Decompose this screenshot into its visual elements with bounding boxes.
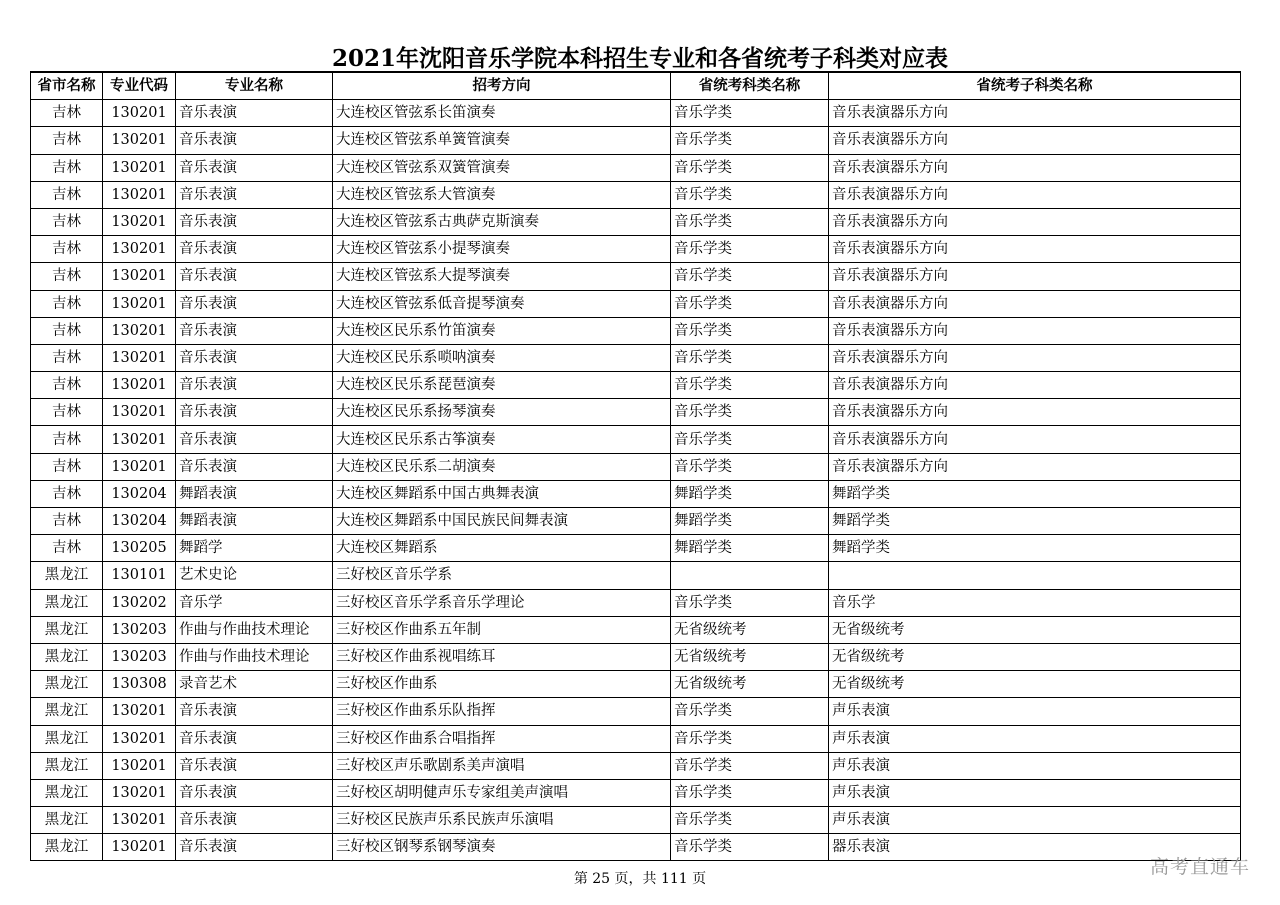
- cell-province: 吉林: [31, 535, 103, 562]
- table-row: [31, 752, 1241, 779]
- cell-major-name: 音乐表演: [176, 399, 333, 426]
- cell-major-name: 录音艺术: [176, 671, 333, 698]
- cell-province: 吉林: [31, 508, 103, 535]
- cell-direction: 大连校区管弦系古典萨克斯演奏: [333, 208, 671, 235]
- cell-direction: 大连校区管弦系大管演奏: [333, 181, 671, 208]
- cell-exam-category: 音乐学类: [671, 344, 829, 371]
- cell-major-code: 130201: [103, 154, 176, 181]
- cell-exam-category: 音乐学类: [671, 698, 829, 725]
- cell-direction: 三好校区声乐歌剧系美声演唱: [333, 752, 671, 779]
- cell-major-code: 130101: [103, 562, 176, 589]
- header-major-code: 专业代码: [103, 72, 176, 100]
- cell-province: 吉林: [31, 399, 103, 426]
- cell-major-code: 130203: [103, 643, 176, 670]
- cell-major-name: 音乐学: [176, 589, 333, 616]
- cell-exam-category: 音乐学类: [671, 779, 829, 806]
- cell-exam-subcategory: 音乐表演器乐方向: [829, 208, 1241, 235]
- table-row: [31, 426, 1241, 453]
- cell-major-code: 130201: [103, 100, 176, 127]
- cell-exam-subcategory: 无省级统考: [829, 616, 1241, 643]
- cell-exam-subcategory: 声乐表演: [829, 779, 1241, 806]
- cell-direction: 大连校区管弦系小提琴演奏: [333, 236, 671, 263]
- cell-exam-category: 音乐学类: [671, 100, 829, 127]
- cell-direction: 大连校区舞蹈系: [333, 535, 671, 562]
- page-title: 2021年沈阳音乐学院本科招生专业和各省统考子科类对应表: [331, 45, 948, 72]
- cell-province: 黑龙江: [31, 671, 103, 698]
- cell-province: 吉林: [31, 317, 103, 344]
- cell-major-name: 艺术史论: [176, 562, 333, 589]
- cell-province: 黑龙江: [31, 616, 103, 643]
- cell-major-name: 舞蹈表演: [176, 480, 333, 507]
- cell-direction: 三好校区作曲系乐队指挥: [333, 698, 671, 725]
- cell-major-name: 音乐表演: [176, 344, 333, 371]
- cell-major-code: 130201: [103, 127, 176, 154]
- table-row: [31, 698, 1241, 725]
- cell-direction: 三好校区作曲系视唱练耳: [333, 643, 671, 670]
- cell-exam-category: 音乐学类: [671, 807, 829, 834]
- cell-province: 吉林: [31, 480, 103, 507]
- cell-exam-subcategory: 器乐表演: [829, 834, 1241, 861]
- cell-province: 吉林: [31, 263, 103, 290]
- cell-exam-subcategory: 声乐表演: [829, 698, 1241, 725]
- cell-major-name: 音乐表演: [176, 100, 333, 127]
- cell-major-name: 音乐表演: [176, 725, 333, 752]
- cell-province: 吉林: [31, 344, 103, 371]
- cell-province: 黑龙江: [31, 643, 103, 670]
- cell-exam-subcategory: 无省级统考: [829, 671, 1241, 698]
- cell-major-name: 作曲与作曲技术理论: [176, 643, 333, 670]
- cell-exam-category: 音乐学类: [671, 290, 829, 317]
- cell-province: 黑龙江: [31, 725, 103, 752]
- cell-major-code: 130201: [103, 698, 176, 725]
- cell-province: 黑龙江: [31, 752, 103, 779]
- cell-exam-subcategory: 音乐表演器乐方向: [829, 453, 1241, 480]
- cell-major-code: 130201: [103, 181, 176, 208]
- cell-direction: 大连校区管弦系单簧管演奏: [333, 127, 671, 154]
- cell-exam-category: 无省级统考: [671, 616, 829, 643]
- table-row: [31, 589, 1241, 616]
- header-direction: 招考方向: [333, 72, 671, 100]
- cell-exam-category: 音乐学类: [671, 426, 829, 453]
- cell-province: 黑龙江: [31, 589, 103, 616]
- cell-exam-category: 音乐学类: [671, 263, 829, 290]
- cell-direction: 大连校区民乐系唢呐演奏: [333, 344, 671, 371]
- header-exam-category: 省统考科类名称: [671, 72, 829, 100]
- cell-major-name: 音乐表演: [176, 181, 333, 208]
- cell-major-name: 音乐表演: [176, 263, 333, 290]
- cell-direction: 大连校区民乐系扬琴演奏: [333, 399, 671, 426]
- cell-major-code: 130201: [103, 834, 176, 861]
- table-row: [31, 127, 1241, 154]
- cell-province: 黑龙江: [31, 779, 103, 806]
- table-row: [31, 834, 1241, 861]
- cell-direction: 三好校区音乐学系音乐学理论: [333, 589, 671, 616]
- table-row: [31, 208, 1241, 235]
- cell-exam-category: 舞蹈学类: [671, 480, 829, 507]
- table-row: [31, 317, 1241, 344]
- table-row: [31, 480, 1241, 507]
- table-row: [31, 453, 1241, 480]
- cell-exam-subcategory: [829, 562, 1241, 589]
- cell-major-name: 音乐表演: [176, 752, 333, 779]
- cell-major-code: 130205: [103, 535, 176, 562]
- cell-exam-category: 音乐学类: [671, 589, 829, 616]
- cell-province: 吉林: [31, 426, 103, 453]
- table-row: [31, 725, 1241, 752]
- cell-direction: 大连校区舞蹈系中国古典舞表演: [333, 480, 671, 507]
- table-header-row: [31, 72, 1241, 100]
- cell-major-name: 音乐表演: [176, 807, 333, 834]
- table-row: [31, 779, 1241, 806]
- cell-exam-category: 音乐学类: [671, 399, 829, 426]
- cell-province: 吉林: [31, 290, 103, 317]
- cell-province: 吉林: [31, 372, 103, 399]
- cell-direction: 大连校区民乐系古筝演奏: [333, 426, 671, 453]
- table-row: [31, 100, 1241, 127]
- cell-direction: 大连校区管弦系大提琴演奏: [333, 263, 671, 290]
- cell-exam-category: 音乐学类: [671, 317, 829, 344]
- cell-major-name: 音乐表演: [176, 698, 333, 725]
- cell-major-code: 130203: [103, 616, 176, 643]
- cell-major-code: 130308: [103, 671, 176, 698]
- cell-exam-category: 音乐学类: [671, 453, 829, 480]
- cell-major-name: 音乐表演: [176, 779, 333, 806]
- cell-exam-category: 舞蹈学类: [671, 535, 829, 562]
- cell-major-name: 音乐表演: [176, 154, 333, 181]
- cell-exam-category: 音乐学类: [671, 208, 829, 235]
- table-row: [31, 154, 1241, 181]
- cell-direction: 大连校区民乐系琵琶演奏: [333, 372, 671, 399]
- cell-exam-category: [671, 562, 829, 589]
- header-major-name: 专业名称: [176, 72, 333, 100]
- cell-exam-subcategory: 音乐表演器乐方向: [829, 317, 1241, 344]
- cell-major-name: 音乐表演: [176, 834, 333, 861]
- cell-province: 吉林: [31, 181, 103, 208]
- table-row: [31, 236, 1241, 263]
- cell-direction: 大连校区舞蹈系中国民族民间舞表演: [333, 508, 671, 535]
- cell-direction: 大连校区管弦系长笛演奏: [333, 100, 671, 127]
- cell-major-code: 130201: [103, 263, 176, 290]
- table-row: [31, 616, 1241, 643]
- cell-major-code: 130201: [103, 807, 176, 834]
- cell-province: 黑龙江: [31, 562, 103, 589]
- cell-major-code: 130204: [103, 508, 176, 535]
- cell-major-code: 130201: [103, 426, 176, 453]
- table-row: [31, 535, 1241, 562]
- cell-major-code: 130201: [103, 344, 176, 371]
- table-row: [31, 508, 1241, 535]
- cell-exam-subcategory: 音乐表演器乐方向: [829, 344, 1241, 371]
- cell-direction: 大连校区民乐系竹笛演奏: [333, 317, 671, 344]
- cell-major-code: 130201: [103, 453, 176, 480]
- cell-major-name: 舞蹈学: [176, 535, 333, 562]
- cell-exam-subcategory: 无省级统考: [829, 643, 1241, 670]
- table-row: [31, 290, 1241, 317]
- cell-direction: 大连校区管弦系双簧管演奏: [333, 154, 671, 181]
- header-province: 省市名称: [31, 72, 103, 100]
- cell-exam-subcategory: 音乐表演器乐方向: [829, 263, 1241, 290]
- cell-exam-category: 音乐学类: [671, 236, 829, 263]
- cell-exam-category: 音乐学类: [671, 752, 829, 779]
- page-footer: 第 25 页，共 111 页: [573, 871, 707, 887]
- header-exam-subcategory: 省统考子科类名称: [829, 72, 1241, 100]
- cell-exam-subcategory: 音乐表演器乐方向: [829, 154, 1241, 181]
- cell-exam-subcategory: 音乐表演器乐方向: [829, 181, 1241, 208]
- cell-major-name: 音乐表演: [176, 208, 333, 235]
- cell-exam-subcategory: 舞蹈学类: [829, 480, 1241, 507]
- cell-exam-subcategory: 音乐表演器乐方向: [829, 372, 1241, 399]
- cell-major-code: 130201: [103, 208, 176, 235]
- cell-exam-subcategory: 音乐表演器乐方向: [829, 399, 1241, 426]
- cell-province: 吉林: [31, 100, 103, 127]
- cell-major-code: 130201: [103, 317, 176, 344]
- table-row: [31, 671, 1241, 698]
- cell-exam-category: 音乐学类: [671, 834, 829, 861]
- cell-direction: 三好校区胡明健声乐专家组美声演唱: [333, 779, 671, 806]
- cell-major-code: 130201: [103, 752, 176, 779]
- cell-major-code: 130201: [103, 372, 176, 399]
- watermark: 高考直通车: [1149, 856, 1250, 878]
- cell-exam-category: 舞蹈学类: [671, 508, 829, 535]
- cell-exam-subcategory: 音乐表演器乐方向: [829, 127, 1241, 154]
- cell-exam-category: 音乐学类: [671, 154, 829, 181]
- table-row: [31, 643, 1241, 670]
- cell-exam-subcategory: 舞蹈学类: [829, 508, 1241, 535]
- cell-exam-subcategory: 音乐表演器乐方向: [829, 426, 1241, 453]
- cell-province: 黑龙江: [31, 698, 103, 725]
- table-row: [31, 562, 1241, 589]
- cell-province: 吉林: [31, 127, 103, 154]
- cell-major-name: 音乐表演: [176, 453, 333, 480]
- cell-exam-category: 无省级统考: [671, 643, 829, 670]
- cell-exam-subcategory: 声乐表演: [829, 725, 1241, 752]
- cell-province: 黑龙江: [31, 807, 103, 834]
- cell-major-code: 130201: [103, 236, 176, 263]
- cell-major-code: 130202: [103, 589, 176, 616]
- cell-exam-subcategory: 声乐表演: [829, 807, 1241, 834]
- cell-exam-category: 无省级统考: [671, 671, 829, 698]
- cell-exam-subcategory: 舞蹈学类: [829, 535, 1241, 562]
- cell-direction: 三好校区民族声乐系民族声乐演唱: [333, 807, 671, 834]
- cell-exam-subcategory: 声乐表演: [829, 752, 1241, 779]
- cell-major-name: 音乐表演: [176, 127, 333, 154]
- cell-province: 吉林: [31, 453, 103, 480]
- table-row: [31, 372, 1241, 399]
- cell-major-code: 130201: [103, 725, 176, 752]
- table-row: [31, 344, 1241, 371]
- cell-province: 吉林: [31, 208, 103, 235]
- cell-major-name: 音乐表演: [176, 372, 333, 399]
- cell-direction: 三好校区作曲系合唱指挥: [333, 725, 671, 752]
- cell-major-code: 130201: [103, 779, 176, 806]
- cell-exam-category: 音乐学类: [671, 181, 829, 208]
- cell-exam-subcategory: 音乐学: [829, 589, 1241, 616]
- cell-major-code: 130201: [103, 399, 176, 426]
- cell-exam-category: 音乐学类: [671, 372, 829, 399]
- cell-major-name: 音乐表演: [176, 317, 333, 344]
- cell-major-code: 130204: [103, 480, 176, 507]
- cell-direction: 三好校区作曲系: [333, 671, 671, 698]
- cell-direction: 三好校区音乐学系: [333, 562, 671, 589]
- table-row: [31, 399, 1241, 426]
- cell-major-code: 130201: [103, 290, 176, 317]
- cell-major-name: 音乐表演: [176, 426, 333, 453]
- cell-province: 吉林: [31, 154, 103, 181]
- table-row: [31, 807, 1241, 834]
- table-body: [31, 100, 1241, 861]
- cell-exam-category: 音乐学类: [671, 725, 829, 752]
- cell-exam-subcategory: 音乐表演器乐方向: [829, 100, 1241, 127]
- cell-province: 黑龙江: [31, 834, 103, 861]
- cell-exam-subcategory: 音乐表演器乐方向: [829, 290, 1241, 317]
- cell-direction: 三好校区钢琴系钢琴演奏: [333, 834, 671, 861]
- cell-exam-subcategory: 音乐表演器乐方向: [829, 236, 1241, 263]
- table-row: [31, 181, 1241, 208]
- cell-direction: 大连校区民乐系二胡演奏: [333, 453, 671, 480]
- cell-direction: 大连校区管弦系低音提琴演奏: [333, 290, 671, 317]
- table-row: [31, 263, 1241, 290]
- cell-province: 吉林: [31, 236, 103, 263]
- cell-direction: 三好校区作曲系五年制: [333, 616, 671, 643]
- cell-major-name: 舞蹈表演: [176, 508, 333, 535]
- cell-major-name: 音乐表演: [176, 236, 333, 263]
- cell-major-name: 音乐表演: [176, 290, 333, 317]
- cell-major-name: 作曲与作曲技术理论: [176, 616, 333, 643]
- mapping-table: [30, 71, 1241, 861]
- cell-exam-category: 音乐学类: [671, 127, 829, 154]
